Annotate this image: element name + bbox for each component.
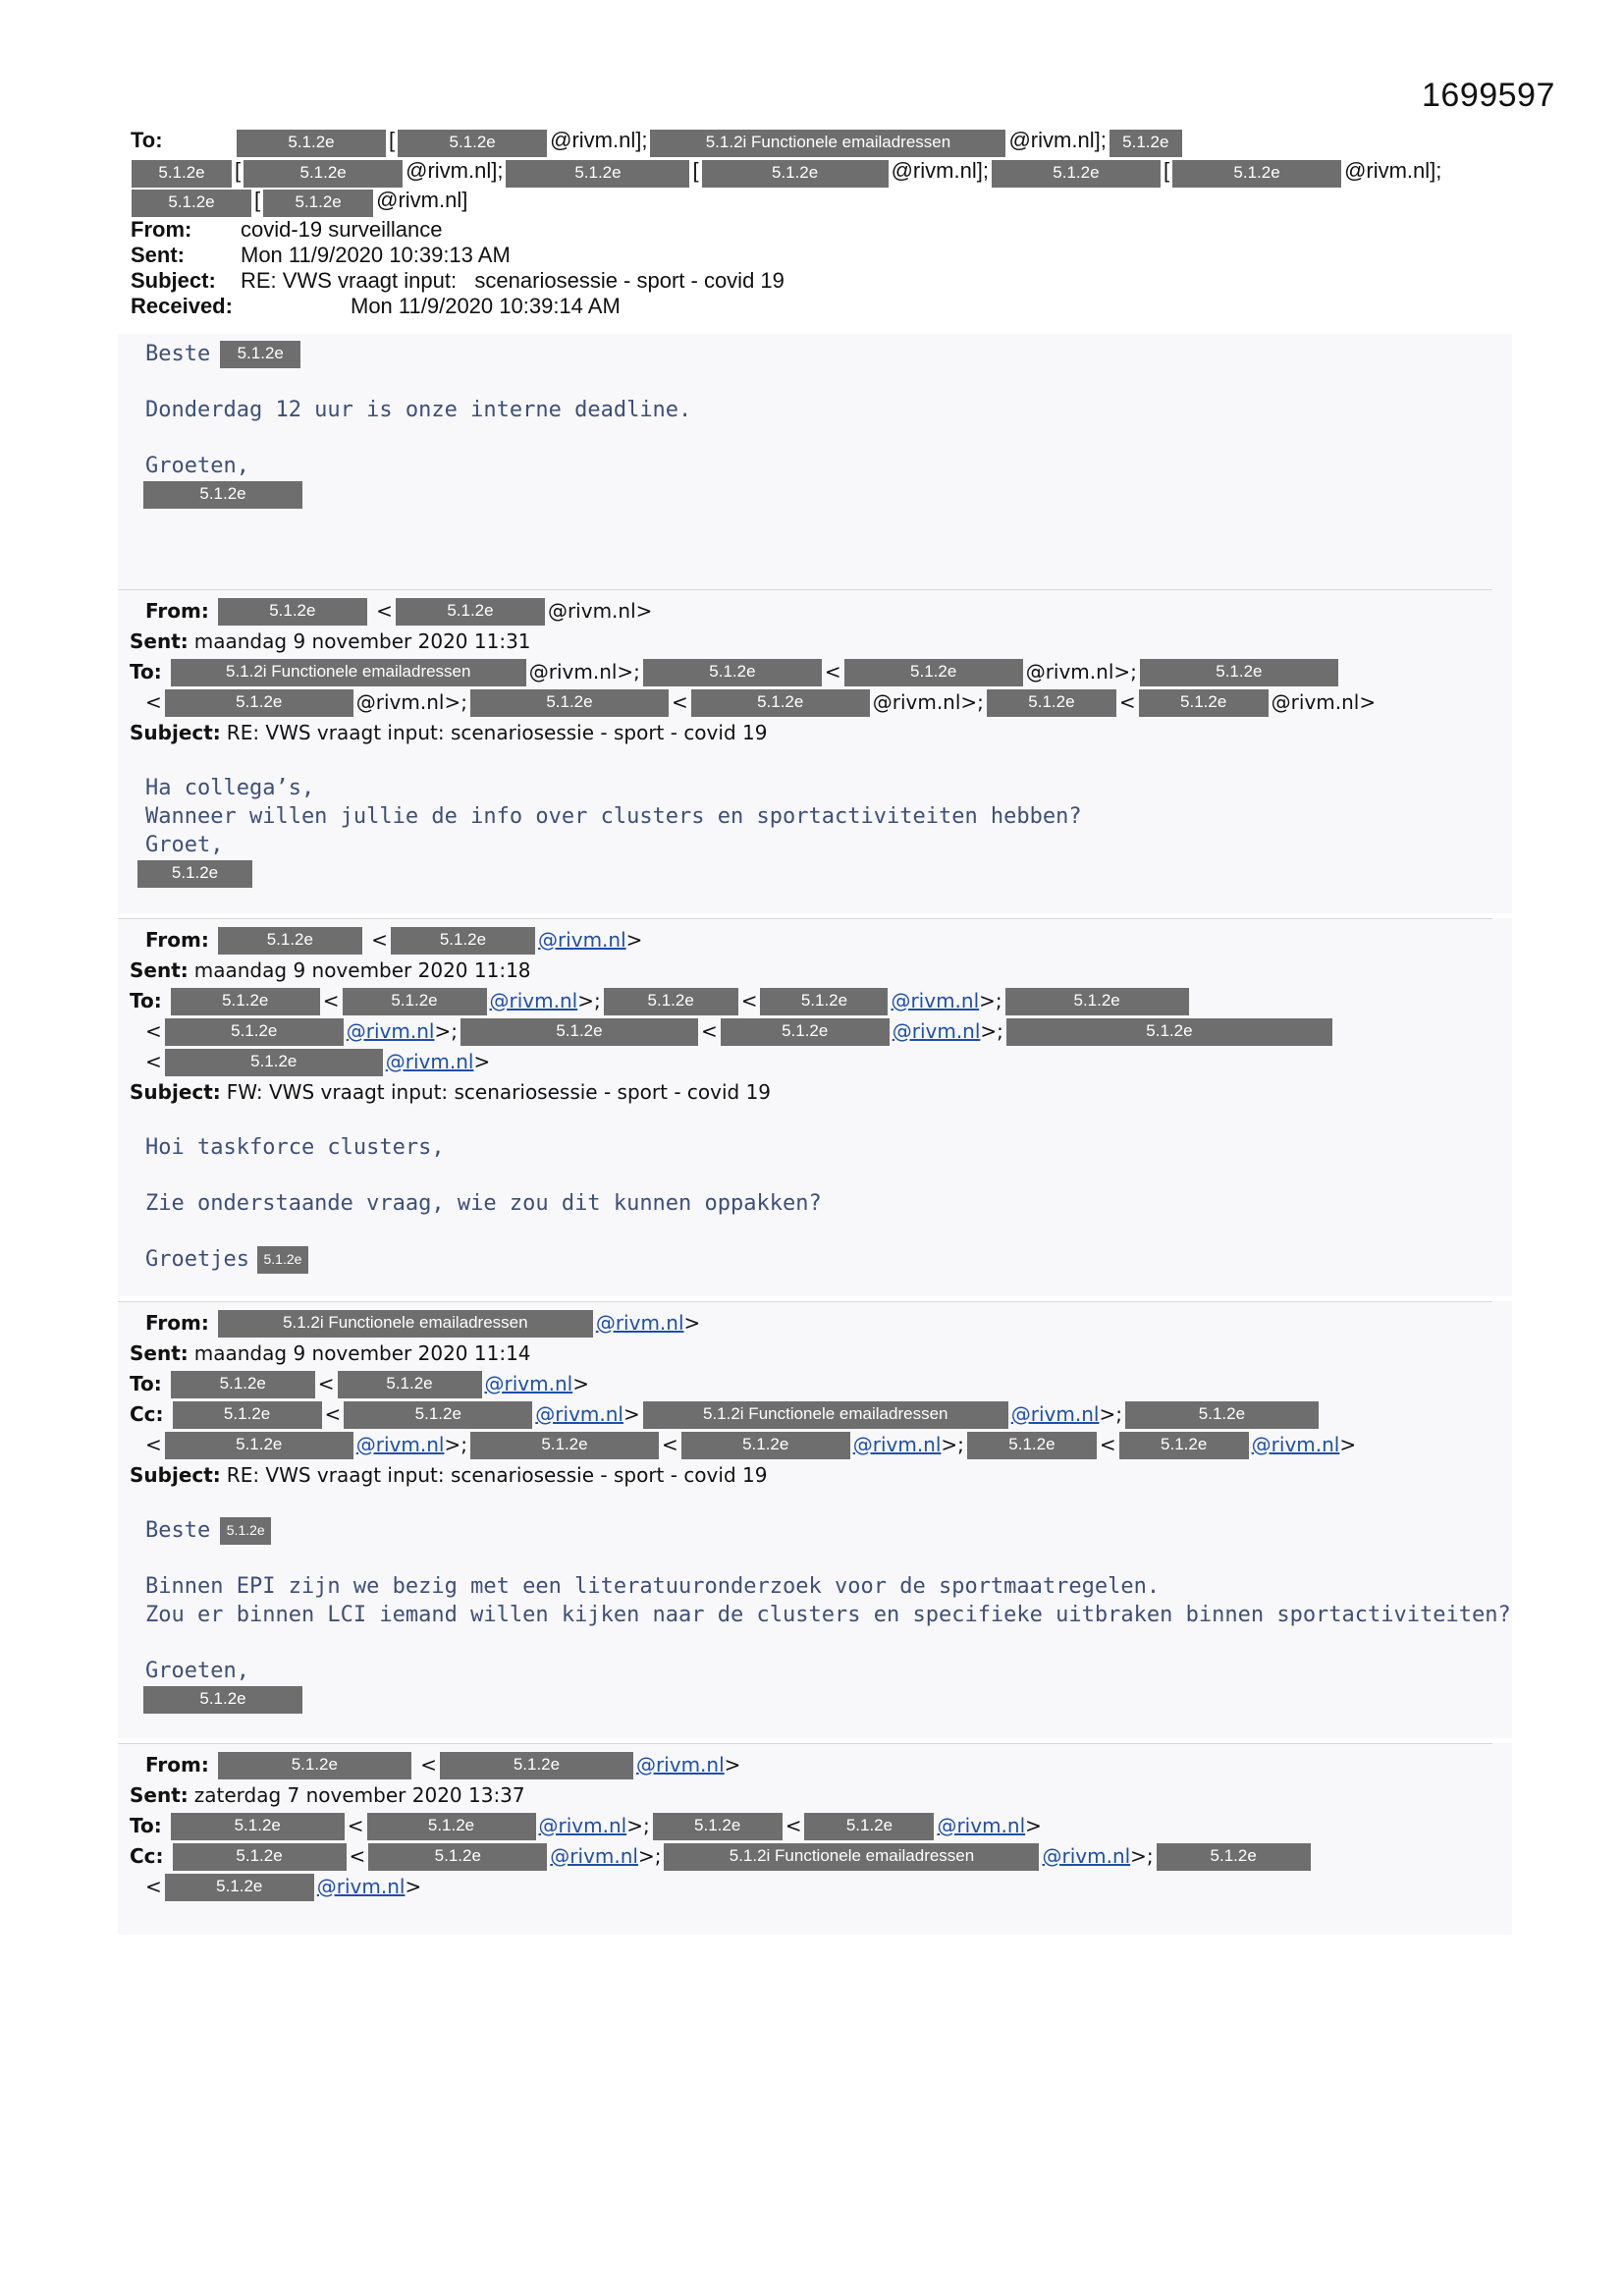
redaction: 5.1.2e <box>257 1246 308 1274</box>
email-domain: @rivm.nl <box>406 158 492 183</box>
redaction: 5.1.2e <box>987 689 1116 717</box>
sent-label: Sent: <box>131 243 185 267</box>
subject-value: RE: VWS vraagt input: scenariosessie - sport - covid 19 <box>226 1463 768 1487</box>
sent-label: Sent: <box>130 629 189 653</box>
redaction: 5.1.2e <box>137 860 252 888</box>
to-label: To: <box>131 128 163 152</box>
from-label: From: <box>145 599 209 623</box>
redaction: 5.1.2e <box>218 1752 411 1779</box>
email-link[interactable]: @rivm.nl <box>489 989 578 1012</box>
cc-label: Cc: <box>130 1402 164 1426</box>
body-line: Wanneer willen jullie de info over clusters en sportactiviteiten hebben? <box>145 804 1082 829</box>
redaction: 5.1.2e <box>237 130 386 157</box>
email-domain: @rivm.nl <box>550 128 636 152</box>
from-value: covid-19 surveillance <box>241 217 443 242</box>
email-domain: @rivm.nl <box>1025 660 1114 683</box>
redaction: 5.1.2i Functionele emailadressen <box>643 1401 1008 1429</box>
to-label: To: <box>130 660 162 683</box>
email-link[interactable]: @rivm.nl <box>346 1019 435 1043</box>
redaction: 5.1.2e <box>760 988 888 1015</box>
email-link[interactable]: @rivm.nl <box>550 1844 638 1868</box>
redaction: 5.1.2e <box>391 927 535 955</box>
subject-value: FW: VWS vraagt input: scenariosessie - sport - covid 19 <box>226 1080 772 1104</box>
message-3 <box>118 918 1512 1296</box>
email-link[interactable]: @rivm.nl <box>1010 1402 1100 1426</box>
redaction: 5.1.2i Functionele emailadressen <box>650 130 1005 157</box>
redaction: 5.1.2e <box>165 1049 383 1076</box>
subject-value: RE: VWS vraagt input: scenariosessie - sport - covid 19 <box>226 721 768 744</box>
body-line: Hoi taskforce clusters, <box>145 1135 445 1160</box>
body-line: Groet, <box>145 833 224 857</box>
email-link[interactable]: @rivm.nl <box>595 1311 684 1335</box>
subject-label: Subject: <box>131 268 216 293</box>
message-5 <box>118 1743 1512 1935</box>
redaction: 5.1.2e <box>1140 659 1338 686</box>
message-4 <box>118 1301 1512 1738</box>
email-link[interactable]: @rivm.nl <box>1042 1844 1131 1868</box>
separator <box>118 918 1492 919</box>
redaction: 5.1.2e <box>173 1401 322 1429</box>
email-domain: @rivm.nl <box>1271 690 1360 714</box>
redaction: 5.1.2e <box>132 190 251 217</box>
redaction: 5.1.2e <box>460 1018 698 1046</box>
redaction: 5.1.2e <box>143 1686 302 1714</box>
redaction: 5.1.2e <box>1139 689 1269 717</box>
redaction: 5.1.2e <box>343 988 487 1015</box>
redaction: 5.1.2e <box>1172 160 1341 188</box>
redaction: 5.1.2e <box>171 1371 315 1398</box>
greeting: Beste <box>145 342 211 366</box>
separator <box>118 589 1492 590</box>
message-header-3: From: 5.1.2e < 5.1.2e @rivm.nl > Sent: maandag 9 november 2020 11:18 To: 5.1.2e < 5.1.2e @rivm.nl >; 5.1.2e < 5.1.2e @rivm.nl >; 5.1.2e < 5.1.2e @rivm.nl >; 5.1.2e < 5.1.2e @rivm.nl >; 5.1.2e < 5.1.2e @rivm.nl > Subject: FW: VWS vraagt input: scenariosessie - sport - covid 19 <box>118 925 1512 1108</box>
redaction: 5.1.2i Functionele emailadressen <box>171 659 526 686</box>
document-id: 1699597 <box>1422 77 1555 114</box>
redaction: 5.1.2e <box>604 988 738 1015</box>
email-link[interactable]: @rivm.nl <box>1251 1433 1340 1456</box>
received-value: Mon 11/9/2020 10:39:14 AM <box>351 294 621 318</box>
redaction: 5.1.2e <box>220 341 300 368</box>
message-header-4: From: 5.1.2i Functionele emailadressen @rivm.nl > Sent: maandag 9 november 2020 11:14 To: 5.1.2e < 5.1.2e @rivm.nl > Cc: 5.1.2e < 5.1.2e @rivm.nl > 5.1.2i Functionele emailadressen @rivm.nl >; 5.1.2e < 5.1.2e @rivm.nl >; 5.1.2e < 5.1.2e @rivm.nl >; 5.1.2e < 5.1.2e @rivm.nl > Subject: RE: VWS vraagt input: scenariosessie - sport - covid 19 <box>118 1308 1512 1491</box>
subject-label: Subject: <box>130 1463 221 1487</box>
sent-value: maandag 9 november 2020 11:31 <box>193 629 531 653</box>
sent-row <box>131 243 1505 268</box>
email-link[interactable]: @rivm.nl <box>535 1402 623 1426</box>
email-domain: @rivm.nl <box>547 599 636 623</box>
redaction: 5.1.2e <box>165 1018 344 1046</box>
email-link[interactable]: @rivm.nl <box>852 1433 942 1456</box>
redaction: 5.1.2e <box>173 1843 347 1871</box>
email-link[interactable]: @rivm.nl <box>385 1050 474 1073</box>
redaction: 5.1.2e <box>653 1813 783 1840</box>
redaction: 5.1.2e <box>165 1432 353 1459</box>
email-domain: @rivm.nl <box>376 188 462 212</box>
sent-value: maandag 9 november 2020 11:14 <box>193 1341 531 1365</box>
redaction: 5.1.2e <box>691 689 870 717</box>
redaction: 5.1.2e <box>967 1432 1097 1459</box>
cc-label: Cc: <box>130 1844 164 1868</box>
email-domain: @rivm.nl <box>891 158 977 183</box>
redaction: 5.1.2e <box>143 481 302 509</box>
email-domain: @rivm.nl <box>872 690 961 714</box>
redaction: 5.1.2e <box>1157 1843 1311 1871</box>
redaction: 5.1.2e <box>165 689 353 717</box>
email-link[interactable]: @rivm.nl <box>316 1875 406 1898</box>
redaction: 5.1.2e <box>171 1813 345 1840</box>
body-line: Zou er binnen LCI iemand willen kijken naar de clusters en specifieke uitbraken binnen sportactiviteiten? <box>145 1603 1511 1627</box>
body-line: Donderdag 12 uur is onze interne deadline. <box>145 398 692 422</box>
email-link[interactable]: @rivm.nl <box>937 1814 1026 1837</box>
email-domain: @rivm.nl <box>1008 128 1095 152</box>
to-label: To: <box>130 989 162 1012</box>
subject-row <box>131 268 1505 294</box>
subject-value: RE: VWS vraagt input: scenariosessie - sport - covid 19 <box>241 268 785 293</box>
redaction: 5.1.2e <box>844 659 1023 686</box>
sent-value: Mon 11/9/2020 10:39:13 AM <box>241 243 511 267</box>
redaction: 5.1.2e <box>1005 988 1189 1015</box>
sent-label: Sent: <box>130 958 189 982</box>
redaction: 5.1.2e <box>263 190 373 217</box>
redaction: 5.1.2e <box>1119 1432 1249 1459</box>
redaction: 5.1.2e <box>132 160 232 188</box>
email-header <box>131 128 1505 319</box>
redaction: 5.1.2e <box>804 1813 934 1840</box>
redaction: 5.1.2e <box>398 130 547 157</box>
redaction: 5.1.2i Functionele emailadressen <box>664 1843 1039 1871</box>
redaction: 5.1.2e <box>218 927 362 955</box>
redaction: 5.1.2e <box>344 1401 532 1429</box>
closing: Groeten, <box>145 1659 249 1683</box>
redaction: 5.1.2e <box>440 1752 633 1779</box>
body-line: Binnen EPI zijn we bezig met een literatuuronderzoek voor de sportmaatregelen. <box>145 1574 1161 1599</box>
subject-label: Subject: <box>130 1080 221 1104</box>
email-domain: @rivm.nl <box>1344 158 1431 183</box>
redaction: 5.1.2e <box>1006 1018 1332 1046</box>
closing: Groeten, <box>145 454 249 478</box>
redaction: 5.1.2e <box>171 988 320 1015</box>
received-label: Received: <box>131 294 233 318</box>
redaction: 5.1.2e <box>165 1874 314 1901</box>
from-row <box>131 217 1505 243</box>
to-label: To: <box>130 1814 162 1837</box>
email-link[interactable]: @rivm.nl <box>892 1019 981 1043</box>
email-domain: @rivm.nl <box>355 690 445 714</box>
from-label: From: <box>145 1753 209 1777</box>
redaction: 5.1.2e <box>470 1432 659 1459</box>
redaction: 5.1.2e <box>367 1813 536 1840</box>
redaction: 5.1.2e <box>992 160 1161 188</box>
email-link[interactable]: @rivm.nl <box>538 1814 627 1837</box>
sent-value: maandag 9 november 2020 11:18 <box>193 958 531 982</box>
redaction: 5.1.2e <box>220 1517 271 1545</box>
to-row-3: 5.1.2e [ 5.1.2e @rivm.nl ] <box>129 188 1505 217</box>
to-row: To: 5.1.2e [ 5.1.2e @rivm.nl ]; 5.1.2i Functionele emailadressen @rivm.nl ]; 5.1.2e <box>131 128 1505 157</box>
to-label: To: <box>130 1372 162 1395</box>
email-link[interactable]: @rivm.nl <box>891 989 980 1012</box>
redaction: 5.1.2e <box>244 160 403 188</box>
to-row-2: 5.1.2e [ 5.1.2e @rivm.nl ]; 5.1.2e [ 5.1.2e @rivm.nl ]; 5.1.2e [ 5.1.2e @rivm.nl ]; <box>129 158 1505 188</box>
redaction: 5.1.2e <box>681 1432 850 1459</box>
subject-label: Subject: <box>130 721 221 744</box>
message-2 <box>118 589 1512 913</box>
email-link[interactable]: @rivm.nl <box>635 1753 725 1777</box>
redaction: 5.1.2e <box>1110 130 1182 157</box>
sent-label: Sent: <box>130 1783 189 1807</box>
message-header-5: From: 5.1.2e < 5.1.2e @rivm.nl > Sent: zaterdag 7 november 2020 13:37 To: 5.1.2e < 5.1.2e @rivm.nl >; 5.1.2e < 5.1.2e @rivm.nl > Cc: 5.1.2e < 5.1.2e @rivm.nl >; 5.1.2i Functionele emailadressen @rivm.nl >; 5.1.2e < 5.1.2e @rivm.nl > <box>118 1750 1512 1902</box>
email-link[interactable]: @rivm.nl <box>537 928 626 952</box>
message-header-2: From: 5.1.2e < 5.1.2e @rivm.nl > Sent: maandag 9 november 2020 11:31 To: 5.1.2i Functionele emailadressen @rivm.nl >; 5.1.2e < 5.1.2e @rivm.nl >; 5.1.2e < 5.1.2e @rivm.nl >; 5.1.2e < 5.1.2e @rivm.nl >; 5.1.2e < 5.1.2e @rivm.nl > Subject: RE: VWS vraagt input: scenariosessie - sport - covid 19 <box>118 596 1512 748</box>
sent-label: Sent: <box>130 1341 189 1365</box>
email-link[interactable]: @rivm.nl <box>355 1433 445 1456</box>
from-label: From: <box>131 217 192 242</box>
greeting: Beste <box>145 1518 211 1543</box>
redaction: 5.1.2e <box>721 1018 890 1046</box>
redaction: 5.1.2e <box>506 160 689 188</box>
redaction: 5.1.2e <box>396 598 545 626</box>
from-label: From: <box>145 928 209 952</box>
redaction: 5.1.2e <box>338 1371 482 1398</box>
redaction: 5.1.2e <box>1125 1401 1319 1429</box>
redaction: 5.1.2i Functionele emailadressen <box>218 1310 593 1338</box>
received-row <box>131 294 1505 319</box>
email-link[interactable]: @rivm.nl <box>484 1372 573 1395</box>
redaction: 5.1.2e <box>643 659 822 686</box>
body-line: Zie onderstaande vraag, wie zou dit kunnen oppakken? <box>145 1191 822 1216</box>
separator <box>118 1743 1492 1744</box>
from-label: From: <box>145 1311 209 1335</box>
body-line: Groetjes <box>145 1247 249 1272</box>
email-domain: @rivm.nl <box>528 660 618 683</box>
separator <box>118 1301 1492 1302</box>
redaction: 5.1.2e <box>470 689 669 717</box>
redaction: 5.1.2e <box>368 1843 547 1871</box>
redaction: 5.1.2e <box>702 160 889 188</box>
sent-value: zaterdag 7 november 2020 13:37 <box>193 1783 525 1807</box>
body-line: Ha collega’s, <box>145 776 315 800</box>
redaction: 5.1.2e <box>218 598 367 626</box>
message-body-1 <box>118 334 1512 589</box>
